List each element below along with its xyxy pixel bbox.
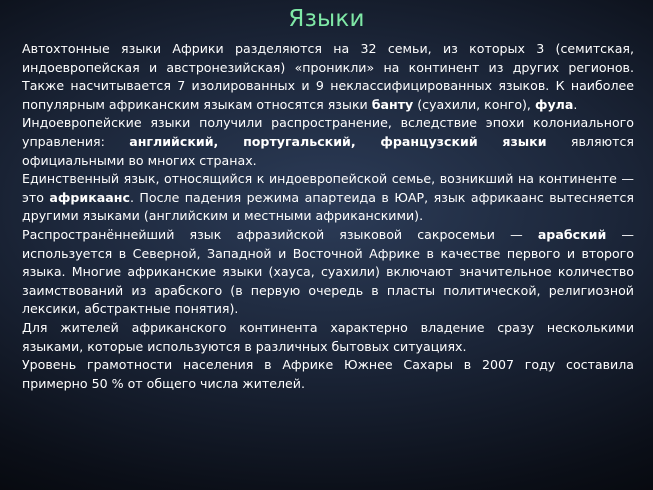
text-run: . После падения режима апартеида в ЮАР, язык африкаанс вытесняется другими языками (английским и местными африканскими). (22, 189, 634, 224)
text-run: Уровень грамотности населения в Африке Южнее Сахары в 2007 году составила примерно 50 % от общего числа жителей. (22, 357, 634, 391)
paragraph (22, 114, 634, 170)
text-run: . (573, 96, 578, 112)
text-run: Единственный язык, относящийся к индоевропейской семье, возникший на континенте — это (22, 171, 634, 205)
page-title: Языки (288, 6, 365, 32)
text-run: Распространённейший язык афразийской языковой сакросемьи — (22, 226, 538, 242)
text-run: (суахили, конго), (413, 96, 535, 112)
text-run: являются официальными во многих странах. (22, 133, 634, 168)
paragraph (22, 40, 634, 114)
paragraph (22, 319, 634, 356)
emphasized-text: банту (371, 96, 414, 112)
text-run: — используется в Северной, Западной и Восточной Африке в качестве первого и второго языка. Многие африканские языки (хауса, суахили) включают значительное количество заимствований из арабского (в первую очередь в пласты политической, религиозной лексики, абстрактные понятия). (22, 226, 634, 317)
slide-body (22, 40, 634, 393)
text-run: Для жителей африканского континента характерно владение сразу несколькими языками, которые используются в различных бытовых ситуациях. (22, 319, 634, 354)
emphasized-text: африкаанс (49, 189, 130, 205)
paragraph (22, 356, 634, 393)
emphasized-text: фула (534, 96, 574, 112)
paragraph (22, 170, 634, 226)
text-run: Автохтонные языки Африки разделяются на 32 семьи, из которых 3 (семитская, индоевропейская и австронезийская) «проникли» на континент из других регионов. Также насчитывается 7 изолированных и 9 неклассифицированных языков. К наиболее популярным африканским языкам относятся языки (22, 41, 634, 112)
paragraph (22, 226, 634, 319)
emphasized-text: арабский (537, 226, 607, 242)
emphasized-text: английский, португальский, французский языки (129, 133, 547, 149)
text-run: Индоевропейские языки получили распространение, вследствие эпохи колониального управления: (22, 115, 634, 149)
